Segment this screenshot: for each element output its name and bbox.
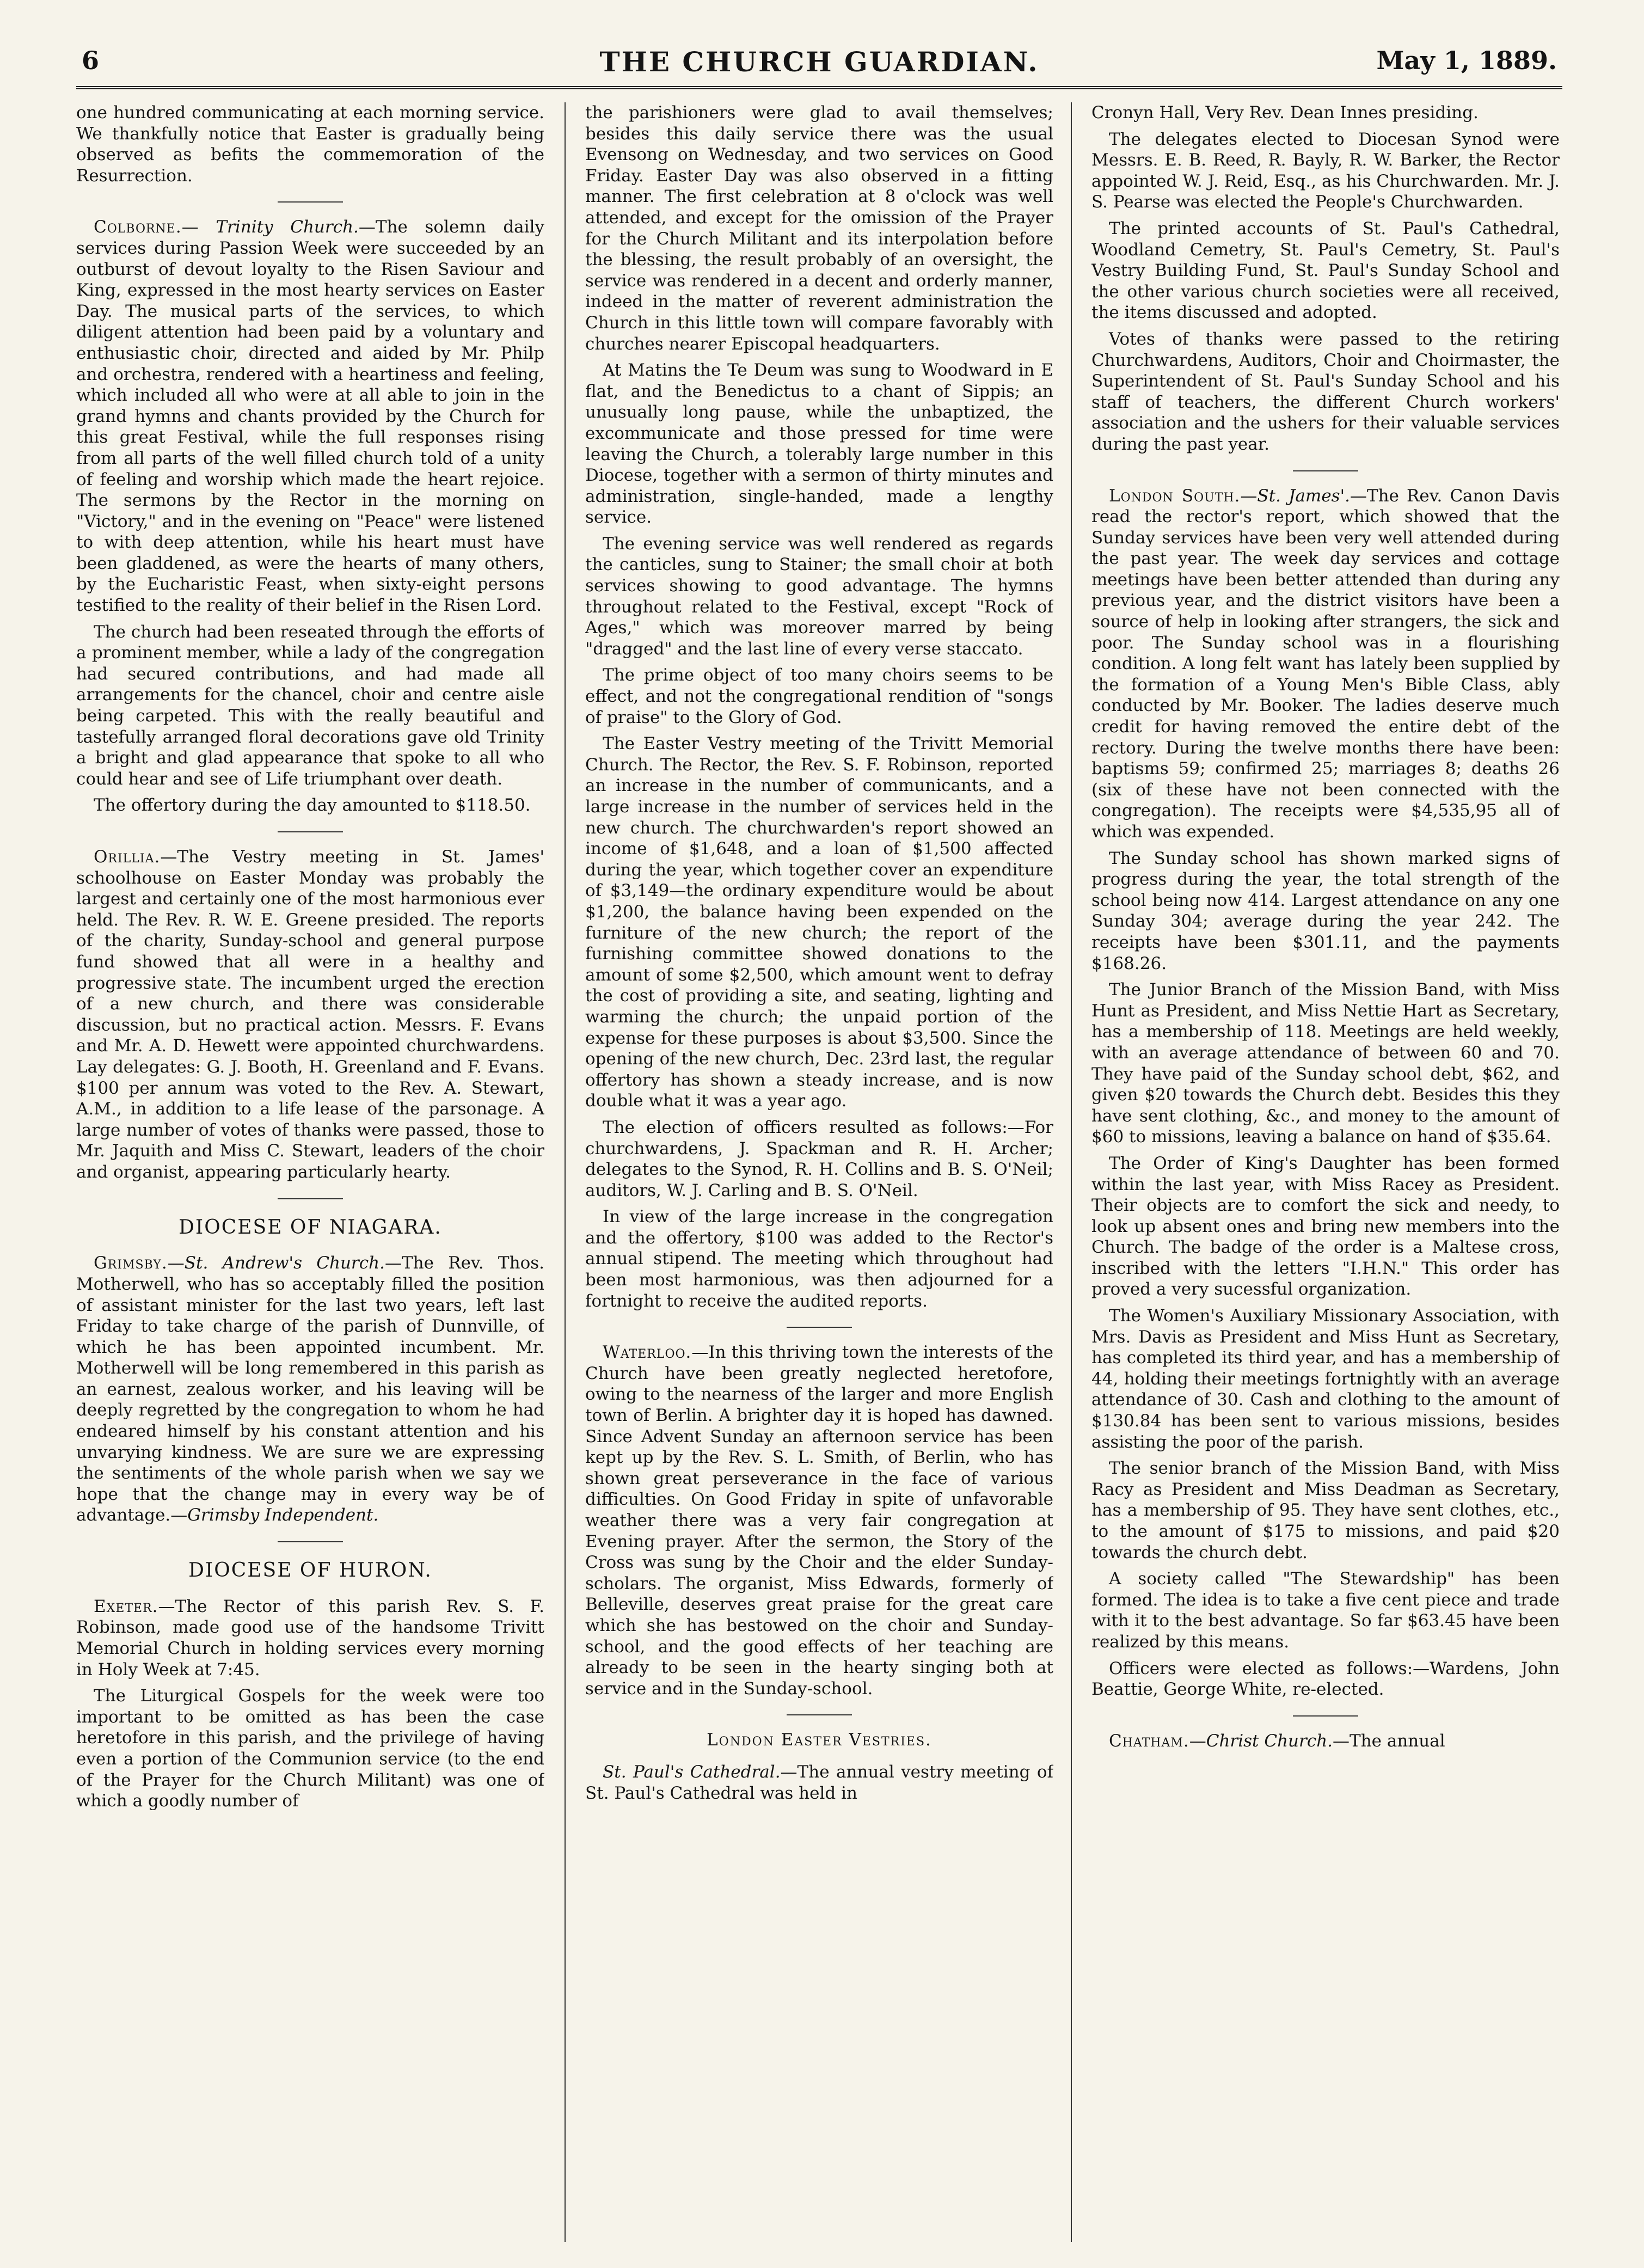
article-text: In this thriving town the interests of the Church have been greatly neglected heretofore, owing to the nearness of the larger and more English town of Berlin. A brighter day it is hoped has dawned. Since Advent Sunday an afternoon service has been kept up by the Rev. S. L. Smith, of Berlin, who has shown great perseverance in the face of various difficulties. On Good Friday in spite of unfavorable weather there was a very fair congregation at Evening prayer. After the sermon, the Story of the Cross was sung by the Choir and the elder Sunday-scholars. The organist, Miss Edwards, formerly of Belleville, deserves great praise for the great care which she has bestowed on the choir and Sunday-school, and the good effects of her teaching are already to be seen in the hearty singing both at service and in the Sunday-school. xyxy=(585,1343,1053,1699)
place-name: Chatham. xyxy=(1109,1731,1189,1751)
church-name: Christ Church. xyxy=(1206,1731,1333,1751)
paragraph: The Junior Branch of the Mission Band, with Miss Hunt as President, and Miss Nettie Hart as Secretary, has a membership of 118. Meetings are held weekly, with an average attendance of between 60 and 70. They have paid of the Sunday school debt, $62, and given $20 towards the Church debt. Besides this they have sent clothing, &c., and money to the amount of $60 to missions, leaving a balance on hand of $35.64. xyxy=(1091,980,1560,1147)
column-3 xyxy=(1091,102,1560,2242)
paragraph: one hundred communicating at each morning service. We thankfully notice that Easter is gradually being observed as befits the commemoration of the Resurrection. xyxy=(76,103,544,186)
section-separator xyxy=(1293,470,1358,471)
page-number: 6 xyxy=(82,46,100,75)
place-name: Grimsby. xyxy=(94,1253,168,1273)
article-waterloo: Waterloo.—In this thriving town the interests of the Church have been greatly neglected heretofore, owing to the nearness of the larger and more English town of Berlin. A brighter day it is hoped has dawned. Since Advent Sunday an afternoon service has been kept up by the Rev. S. L. Smith, of Berlin, who has shown great perseverance in the face of various difficulties. On Good Friday in spite of unfavorable weather there was a very fair congregation at Evening prayer. After the sermon, the Story of the Cross was sung by the Choir and the elder Sunday-scholars. The organist, Miss Edwards, formerly of Belleville, deserves great praise for the great care which she has bestowed on the choir and Sunday-school, and the good effects of her teaching are already to be seen in the hearty singing both at service and in the Sunday-school. xyxy=(585,1343,1053,1699)
paragraph: The Order of King's Daughter has been formed within the last year, with Miss Racey as President. Their objects are to comfort the sick and needy, to look up absent ones and bring new members into the Church. The badge of the order is a Maltese cross, inscribed with the letters "I.H.N." This order has proved a very sucessful organization. xyxy=(1091,1153,1560,1299)
section-separator xyxy=(787,1327,852,1328)
section-separator xyxy=(787,1714,852,1715)
paragraph: The election of officers resulted as follows:—For churchwardens, J. Spackman and R. H. Archer; delegates to the Synod, R. H. Collins and B. S. O'Neil; auditors, W. J. Carling and B. S. O'Neil. xyxy=(585,1117,1053,1200)
paragraph: the parishioners were glad to avail themselves; besides this daily service there was the usual Evensong on Wednesday, and two services on Good Friday. Easter Day was also observed in a fitting manner. The first celebration at 8 o'clock was well attended, and except for the omission of the Prayer for the Church Militant and its interpolation before the blessing, the result probably of an oversight, the service was rendered in a decent and orderly manner, indeed in the matter of reverent administration the Church in this little town will compare favorably with churches nearer Episcopal headquarters. xyxy=(585,103,1053,354)
column-1 xyxy=(76,102,544,2242)
paragraph: The prime object of too many choirs seems to be effect, and not the congregational rendition of "songs of praise" to the Glory of God. xyxy=(585,665,1053,727)
paragraph: The Easter Vestry meeting of the Trivitt Memorial Church. The Rector, the Rev. S. F. Robinson, reported an increase in the number of communicants, and a large increase in the number of services held in the new church. The churchwarden's report showed an income of $1,648, and a loan of $1,500 affected during the year, which together cover an expenditure of $3,149—the ordinary expenditure would be about $1,200, the balance having been expended on the furniture of the new church; the report of the furnishing committee showed donations to the amount of some $2,500, which amount went to defray the cost of providing a site, and seating, lighting and warming the church; the unpaid portion of the expense for these purposes is about $3,500. Since the opening of the new church, Dec. 23rd last, the regular offertory has shown a steady increase, and is now double what it was a year ago. xyxy=(585,734,1053,1111)
article-chatham: Chatham.—Christ Church.—The annual xyxy=(1109,1731,1445,1751)
church-name: Trinity Church. xyxy=(216,217,359,237)
column-2 xyxy=(585,102,1053,2242)
page-header xyxy=(76,39,1562,89)
paragraph: Officers were elected as follows:—Wardens, John Beattie, George White, re-elected. xyxy=(1091,1658,1560,1700)
paragraph: Cronyn Hall, Very Rev. Dean Innes presiding. xyxy=(1091,103,1479,122)
section-separator xyxy=(278,1198,343,1199)
paragraph: The printed accounts of St. Paul's Cathedral, Woodland Cemetry, St. Paul's Cemetry, St. Paul's Vestry Building Fund, St. Paul's Sunday School and the other various church societies were all received, the items discussed and adopted. xyxy=(1091,218,1560,323)
church-name: St. Paul's Cathedral. xyxy=(603,1762,781,1782)
article-text: The Rev. Canon Davis read the rector's report, which showed that the Sunday services have been very well attended during the past year. The week day services and cottage meetings have been better attended than during any previous year, and the district visitors have been a source of help in looking after strangers, the sick and poor. The Sunday school was in a flourishing condition. A long felt want has lately been supplied by the formation of a Young Men's Bible Class, ably conducted by Mr. Booker. The ladies deserve much credit for having removed the entire debt of the rectory. During the twelve months there have been: baptisms 59; confirmed 25; marriages 8; deaths 26 (six of these have not been connected with the congregation). The receipts were $4,535,95 all of which was expended. xyxy=(1091,486,1560,842)
article-text: The solemn daily services during Passion Week were succeeded by an outburst of devout loyalty to the Risen Saviour and King, expressed in the most hearty services on Easter Day. The musical parts of the services, to which diligent attention had been paid by a voluntary and enthusiastic choir, directed and aided by Mr. Philp and orchestra, rendered with a heartiness and feeling, which included all who were at all able to join in the grand hymns and chants provided by the Church for this great Festival, while the full responses rising from all parts of the well filled church told of a unity of feeling and worship which made the heart rejoice. The sermons by the Rector in the morning on "Victory," and in the evening on "Peace" were listened to with deep attention, while his heart must have been gladdened, as were the hearts of many others, by the Eucharistic Feast, when sixty-eight persons testified to the reality of their belief in the Risen Lord. xyxy=(76,217,544,616)
section-heading: DIOCESE OF NIAGARA. xyxy=(179,1216,442,1239)
section-separator xyxy=(1293,1715,1358,1717)
place-name: London South. xyxy=(1109,486,1241,506)
section-separator xyxy=(278,1541,343,1542)
section-heading: London Easter Vestries. xyxy=(707,1730,932,1750)
paragraph: The evening service was well rendered as regards the canticles, sung to Stainer; the small choir at both services showing to good advantage. The hymns throughout related to the Festival, except "Rock of Ages," which was moreover marred by being "dragged" and the last line of every verse staccato. xyxy=(585,534,1053,659)
paragraph: The senior branch of the Mission Band, with Miss Racy as President and Miss Deadman as Secretary, has a membership of 95. They have sent clothes, etc., to the amount of $175 to missions, and paid $20 towards the church debt. xyxy=(1091,1458,1560,1562)
article-colborne: Colborne.— Trinity Church.—The solemn daily services during Passion Week were succeeded by an outburst of devout loyalty to the Risen Saviour and King, expressed in the most hearty services on Easter Day. The musical parts of the services, to which diligent attention had been paid by a voluntary and enthusiastic choir, directed and aided by Mr. Philp and orchestra, rendered with a heartiness and feeling, which included all who were at all able to join in the grand hymns and chants provided by the Church for this great Festival, while the full responses rising from all parts of the well filled church told of a unity of feeling and worship which made the heart rejoice. The sermons by the Rector in the morning on "Victory," and in the evening on "Peace" were listened to with deep attention, while his heart must have been gladdened, as were the hearts of many others, by the Eucharistic Feast, when sixty-eight persons testified to the reality of their belief in the Risen Lord. xyxy=(76,217,544,616)
article-exeter: Exeter.—The Rector of this parish Rev. S. F. Robinson, made good use of the handsome Trivitt Memorial Church in holding services every morning in Holy Week at 7:45. xyxy=(76,1596,544,1679)
paragraph: A society called "The Stewardship" has been formed. The idea is to take a five cent piece and trade with it to the best advantage. So far $63.45 have been realized by this means. xyxy=(1091,1569,1560,1652)
article-text: The Vestry meeting in St. James' schoolhouse on Easter Monday was probably the largest and certainly one of the most harmonious ever held. The Rev. R. W. E. Greene presided. The reports of the charity, Sunday-school and general purpose fund showed that all were in a healthy and progressive state. The incumbent urged the erection of a new church, and there was considerable discussion, but no practical action. Messrs. F. Evans and Mr. A. D. Hewett were appointed churchwardens. Lay delegates: G. J. Booth, H. Greenland and F. Evans. $100 per annum was voted to the Rev. A. Stewart, A.M., in addition to a life lease of the parsonage. A large number of votes of thanks were passed, those to Mr. Jaquith and Miss C. Stewart, leaders of the choir and organist, appearing particularly hearty. xyxy=(76,847,544,1182)
article-text: The Rev. Thos. Motherwell, who has so acceptably filled the position of assistant minister for the last two years, left last Friday to take charge of the parish of Dunnville, of which he has been appointed incumbent. Mr. Motherwell will be long remembered in this parish as an earnest, zealous worker, and his leaving will be deeply regretted by the congregation to whom he had endeared himself by his constant attention and his unvarying kindness. We are sure we are expressing the sentiments of the whole parish when we say we hope that the change may in every way be of advantage. xyxy=(76,1253,544,1525)
paragraph: The Sunday school has shown marked signs of progress during the year, the total strength of the school being now 414. Largest attendance on any one Sunday 304; average during the year 242. The receipts have been $301.11, and the payments $168.26. xyxy=(1091,848,1560,973)
issue-date: May 1, 1889. xyxy=(1376,46,1557,75)
section-separator xyxy=(278,831,343,832)
article-london-south: London South.—St. James'.—The Rev. Canon Davis read the rector's report, which showed that the Sunday services have been very well attended during the past year. The week day services and cottage meetings have been better attended than during any previous year, and the district visitors have been a source of help in looking after strangers, the sick and poor. The Sunday school was in a flourishing condition. A long felt want has lately been supplied by the formation of a Young Men's Bible Class, ably conducted by Mr. Booker. The ladies deserve much credit for having removed the entire debt of the rectory. During the twelve months there have been: baptisms 59; confirmed 25; marriages 8; deaths 26 (six of these have not been connected with the congregation). The receipts were $4,535,95 all of which was expended. xyxy=(1091,486,1560,842)
place-name: Orillia. xyxy=(94,847,161,867)
paragraph: The offertory during the day amounted to $118.50. xyxy=(94,795,531,816)
article-text: The Rector of this parish Rev. S. F. Robinson, made good use of the handsome Trivitt Memorial Church in holding services every morning in Holy Week at 7:45. xyxy=(76,1596,544,1679)
article-orillia: Orillia.—The Vestry meeting in St. James' schoolhouse on Easter Monday was probably the largest and certainly one of the most harmonious ever held. The Rev. R. W. E. Greene presided. The reports of the charity, Sunday-school and general purpose fund showed that all were in a healthy and progressive state. The incumbent urged the erection of a new church, and there was considerable discussion, but no practical action. Messrs. F. Evans and Mr. A. D. Hewett were appointed churchwardens. Lay delegates: G. J. Booth, H. Greenland and F. Evans. $100 per annum was voted to the Rev. A. Stewart, A.M., in addition to a life lease of the parsonage. A large number of votes of thanks were passed, those to Mr. Jaquith and Miss C. Stewart, leaders of the choir and organist, appearing particularly hearty. xyxy=(76,847,544,1182)
place-name: Exeter. xyxy=(94,1596,158,1616)
section-separator xyxy=(278,201,343,203)
paragraph: The church had been reseated through the efforts of a prominent member, while a lady of the congregation had secured contributions, and had made all arrangements for the chancel, choir and centre aisle being carpeted. This with the really beautiful and tastefully arranged floral decorations gave old Trinity a bright and glad appearance that spoke to all who could hear and see of Life triumphant over death. xyxy=(76,622,544,789)
paragraph: Votes of thanks were passed to the retiring Churchwardens, Auditors, Choir and Choirmaster, the Superintendent of St. Paul's Sunday School and his staff of teachers, the different Church workers' association and the ushers for their valuable services during the past year. xyxy=(1091,329,1560,454)
church-name: St. James'. xyxy=(1257,486,1350,506)
place-name: Colborne. xyxy=(94,217,182,237)
paragraph: The Women's Auxiliary Missionary Association, with Mrs. Davis as President and Miss Hunt as Secretary, has completed its third year, and has a membership of 44, holding their meetings fortnightly with an average attendance of 30. Cash and clothing to the amount of $130.84 has been sent to various missions, besides assisting the poor of the parish. xyxy=(1091,1306,1560,1452)
paragraph: At Matins the Te Deum was sung to Woodward in E flat, and the Benedictus to a chant of Sippis; an unusually long pause, while the unbaptized, the excommunicate and those pressed for time were leaving the Church, a tolerably large number in this Diocese, together with a sermon of thirty minutes and administration, single-handed, made a lengthy service. xyxy=(585,360,1053,528)
newspaper-title: THE CHURCH GUARDIAN. xyxy=(599,46,1039,78)
article-st-pauls: St. Paul's Cathedral.—The annual vestry meeting of St. Paul's Cathedral was held in xyxy=(585,1762,1053,1803)
paragraph: The delegates elected to Diocesan Synod were Messrs. E. B. Reed, R. Bayly, R. W. Barker, the Rector appointed W. J. Reid, Esq., as his Churchwarden. Mr. J. S. Pearse was elected the People's Churchwarden. xyxy=(1091,129,1560,212)
article-grimsby: Grimsby.—St. Andrew's Church.—The Rev. Thos. Motherwell, who has so acceptably filled the position of assistant minister for the last two years, left last Friday to take charge of the parish of Dunnville, of which he has been appointed incumbent. Mr. Motherwell will be long remembered in this parish as an earnest, zealous worker, and his leaving will be deeply regretted by the congregation to whom he had endeared himself by his constant attention and his unvarying kindness. We are sure we are expressing the sentiments of the whole parish when we say we hope that the change may in every way be of advantage.—Grimsby Independent. xyxy=(76,1253,544,1525)
column-divider xyxy=(565,102,566,2242)
place-name: Waterloo. xyxy=(603,1343,692,1363)
column-divider xyxy=(1071,102,1072,2242)
paragraph: In view of the large increase in the congregation and the offertory, $100 was added to the Rector's annual stipend. The meeting which throughout had been most harmonious, was then adjourned for a fortnight to receive the audited reports. xyxy=(585,1207,1053,1311)
article-text: The annual vestry meeting of St. Paul's Cathedral was held in xyxy=(585,1762,1053,1803)
article-text: The annual xyxy=(1349,1731,1445,1751)
paragraph: The Liturgical Gospels for the week were too important to be omitted as has been the case heretofore in this parish, and the privilege of having even a portion of the Communion service (to the end of the Prayer for the Church Militant) was one of which a goodly number of xyxy=(76,1686,544,1811)
church-name: St. Andrew's Church. xyxy=(184,1253,385,1273)
section-heading: DIOCESE OF HURON. xyxy=(188,1559,432,1582)
source-attribution: Grimsby Independent. xyxy=(187,1505,379,1525)
